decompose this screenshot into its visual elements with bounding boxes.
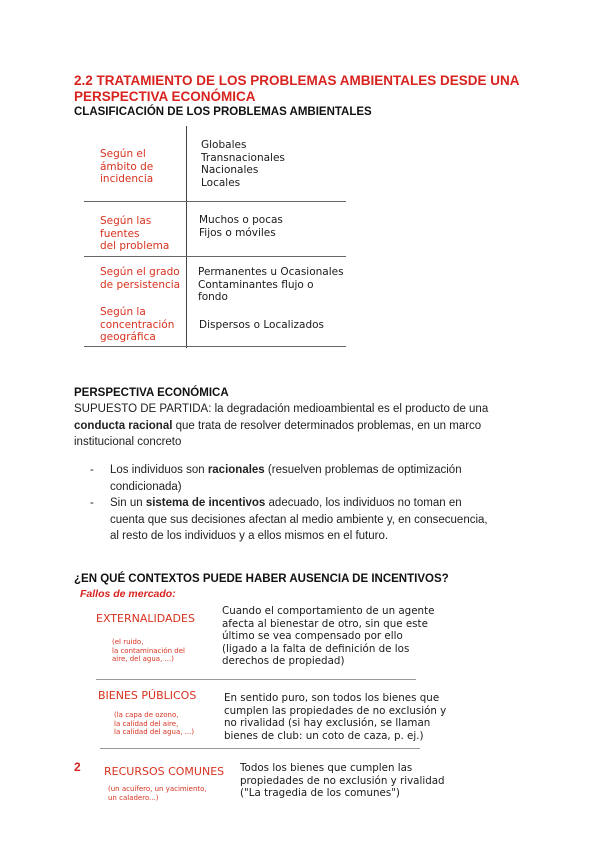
table-row-criterion: Según el grado de persistencia: [100, 266, 181, 291]
table-vertical-divider: [186, 126, 187, 348]
table-row-criterion: Según el ámbito de incidencia: [100, 148, 154, 185]
public-goods-description: En sentido puro, son todos los bienes que cumplen las propiedades de no exclusión y no rivalidad (si hay exclusión, se llaman bienes de club: un coto de caza, p. ej.): [224, 692, 447, 742]
perspective-heading: PERSPECTIVA ECONÓMICA: [74, 387, 229, 399]
table-row-criterion: Según las fuentes del problema: [100, 215, 170, 252]
table-row-values: Permanentes u Ocasionales Contaminantes flujo o fondo: [198, 266, 344, 303]
market-failures-subheading: Fallos de mercado:: [80, 588, 176, 600]
bullet-item: - Sin un sistema de incentivos adecuado, los individuos no toman en cuenta que sus decisiones afectan al medio ambiente y, en consecuencia, al resto de los individuos y a ellos mismos en el futuro.: [90, 497, 488, 542]
section-title-line1: 2.2 TRATAMIENTO DE LOS PROBLEMAS AMBIENTALES DESDE UNA: [74, 73, 520, 88]
common-resources-title: RECURSOS COMUNES: [104, 765, 225, 778]
common-resources-description: Todos los bienes que cumplen las propiedades de no exclusión y rivalidad ("La tragedia de los comunes"): [240, 762, 445, 799]
perspective-paragraph: SUPUESTO DE PARTIDA: la degradación medioambiental es el producto de una conducta racional que trata de resolver determinados problemas, en un marco institucional concreto: [74, 403, 489, 448]
table-row-values: Globales Transnacionales Nacionales Locales: [201, 139, 285, 189]
public-goods-title: BIENES PÚBLICOS: [98, 689, 197, 702]
bullet-item: - Los individuos son racionales (resuelven problemas de optimización condicionada): [90, 464, 462, 493]
table-row-divider: [84, 201, 346, 202]
table-row-values: Muchos o pocas Fijos o móviles: [199, 214, 283, 239]
table-row-criterion: Según la concentración geográfica: [100, 306, 175, 343]
classification-heading: CLASIFICACIÓN DE LOS PROBLEMAS AMBIENTALES: [74, 106, 372, 118]
externalities-examples: (el ruido, la contaminación del aire, del agua, ...): [112, 638, 185, 663]
classification-table: [84, 126, 346, 348]
table-row-divider: [84, 256, 346, 257]
table-row-values: Dispersos o Localizados: [199, 319, 325, 331]
separator-line: [100, 748, 420, 749]
table-row-divider: [84, 346, 346, 347]
section-title-line2: PERSPECTIVA ECONÓMICA: [74, 89, 256, 104]
section-title: [74, 73, 574, 105]
public-goods-examples: (la capa de ozono, la calidad del aire, la calidad del agua, ...): [114, 711, 195, 736]
externalities-title: EXTERNALIDADES: [96, 612, 195, 625]
contexts-heading: ¿EN QUÉ CONTEXTOS PUEDE HABER AUSENCIA DE INCENTIVOS?: [74, 573, 449, 585]
externalities-description: Cuando el comportamiento de un agente afecta al bienestar de otro, sin que este último se vea compensado por ello (ligado a la falta de definición de los derechos de propiedad): [222, 605, 435, 667]
page-number: 2: [74, 760, 81, 774]
common-resources-examples: (un acuífero, un yacimiento, un caladero...): [108, 785, 207, 802]
separator-line: [96, 679, 416, 680]
